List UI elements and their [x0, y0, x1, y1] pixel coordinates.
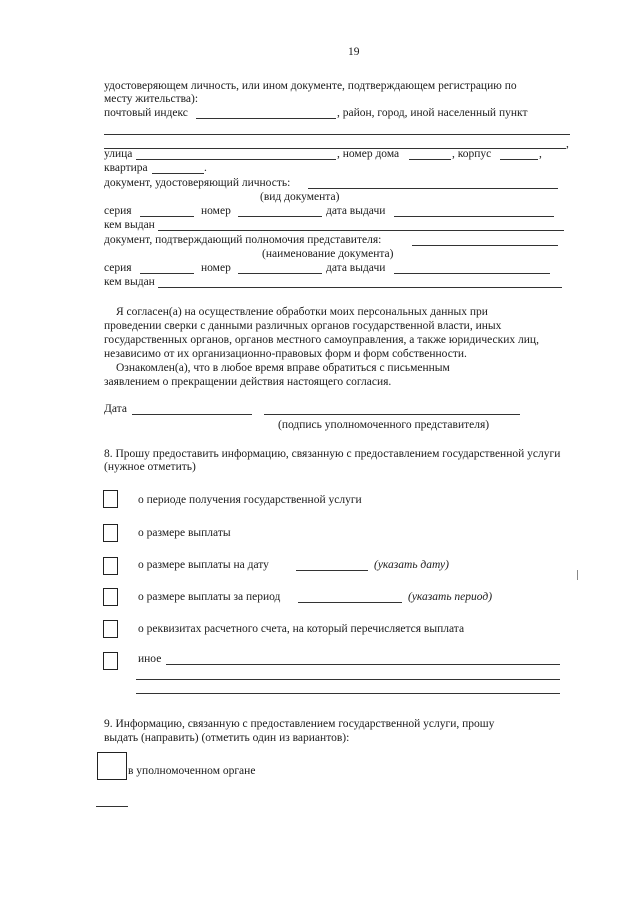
authority-doc-label: документ, подтверждающий полномочия представителя:	[104, 234, 382, 246]
apartment-label: квартира	[104, 162, 148, 174]
option-account-checkbox[interactable]	[103, 620, 118, 638]
identity-issued-by-label: кем выдан	[104, 219, 155, 231]
house-number-label: , номер дома	[337, 148, 400, 160]
authority-doc-name-field[interactable]	[412, 245, 558, 246]
house-number-field[interactable]	[409, 159, 451, 160]
other-field-line3[interactable]	[136, 693, 560, 694]
authority-number-field[interactable]	[238, 273, 322, 274]
locality-end-comma: ,	[566, 138, 569, 150]
section9-title-line2: выдать (направить) (отметить один из вариантов):	[104, 732, 350, 744]
identity-number-label: номер	[201, 205, 231, 217]
date-field[interactable]	[132, 414, 252, 415]
option-amount-period-checkbox[interactable]	[103, 588, 118, 606]
amount-period-hint: (указать период)	[408, 591, 493, 603]
option-amount-date-checkbox[interactable]	[103, 557, 118, 575]
identity-doc-type-hint: (вид документа)	[260, 191, 340, 203]
identity-series-label: серия	[104, 205, 132, 217]
apartment-end-dot: .	[204, 162, 207, 174]
option-period-label: о периоде получения государственной услуги	[138, 494, 362, 506]
identity-issue-date-label: дата выдачи	[326, 205, 386, 217]
other-field-line1[interactable]	[166, 664, 560, 665]
authority-series-label: серия	[104, 262, 132, 274]
section9-title-line1: 9. Информацию, связанную с предоставлением государственной услуги, прошу	[104, 718, 495, 730]
identity-issued-by-field[interactable]	[158, 230, 564, 231]
locality-field-line2[interactable]	[104, 148, 566, 149]
authority-issued-by-field[interactable]	[158, 287, 562, 288]
amount-period-field[interactable]	[298, 602, 402, 603]
footnote-separator	[96, 806, 128, 807]
identity-series-field[interactable]	[140, 216, 194, 217]
scan-mark	[577, 570, 578, 580]
option-account-label: о реквизитах расчетного счета, на который перечисляется выплата	[138, 623, 465, 635]
page-number: 19	[348, 46, 360, 58]
signature-field[interactable]	[264, 414, 520, 415]
consent-p1-line4: независимо от их организационно-правовых форм и форм собственности.	[104, 348, 467, 360]
option-other-checkbox[interactable]	[103, 652, 118, 670]
option-amount-date-label: о размере выплаты на дату	[138, 559, 269, 571]
signature-hint: (подпись уполномоченного представителя)	[278, 419, 490, 431]
amount-date-hint: (указать дату)	[374, 559, 449, 571]
authority-issue-date-field[interactable]	[394, 273, 550, 274]
amount-date-field[interactable]	[296, 570, 368, 571]
building-label: , корпус	[452, 148, 492, 160]
option-period-checkbox[interactable]	[103, 490, 118, 508]
identity-doc-type-field[interactable]	[308, 188, 558, 189]
street-label: улица	[104, 148, 133, 160]
building-field[interactable]	[500, 159, 538, 160]
address-intro-line2: месту жительства):	[104, 93, 199, 105]
authority-issue-date-label: дата выдачи	[326, 262, 386, 274]
option-amount-label: о размере выплаты	[138, 527, 231, 539]
authority-issued-by-label: кем выдан	[104, 276, 155, 288]
authority-doc-name-hint: (наименование документа)	[262, 248, 394, 260]
postal-code-field[interactable]	[196, 118, 336, 119]
identity-issue-date-field[interactable]	[394, 216, 554, 217]
section8-title-line1: 8. Прошу предоставить информацию, связанную с предоставлением государственной услуги	[104, 448, 561, 460]
district-label: , район, город, иной населенный пункт	[337, 107, 528, 119]
building-end-comma: ,	[539, 148, 542, 160]
other-field-line2[interactable]	[136, 679, 560, 680]
consent-p2-line2: заявлением о прекращении действия настоящего согласия.	[104, 376, 392, 388]
section8-title-line2: (нужное отметить)	[104, 461, 196, 473]
option-authority-checkbox[interactable]	[97, 752, 127, 780]
consent-p2-line1: Ознакомлен(а), что в любое время вправе обратиться с письменным	[116, 362, 450, 374]
street-field[interactable]	[136, 159, 336, 160]
consent-p1-line1: Я согласен(а) на осуществление обработки моих персональных данных при	[116, 306, 488, 318]
consent-p1-line3: государственных органов, органов местного самоуправления, а также юридических лиц,	[104, 334, 539, 346]
consent-p1-line2: проведении сверки с данными различных органов государственной власти, иных	[104, 320, 502, 332]
option-other-label: иное	[138, 653, 162, 665]
identity-doc-label: документ, удостоверяющий личность:	[104, 177, 291, 189]
authority-series-field[interactable]	[140, 273, 194, 274]
option-authority-label: в уполномоченном органе	[128, 765, 256, 777]
date-label: Дата	[104, 403, 127, 415]
locality-field-line1[interactable]	[104, 134, 570, 135]
authority-number-label: номер	[201, 262, 231, 274]
option-amount-period-label: о размере выплаты за период	[138, 591, 281, 603]
option-amount-checkbox[interactable]	[103, 524, 118, 542]
postal-code-label: почтовый индекс	[104, 107, 188, 119]
apartment-field[interactable]	[152, 173, 204, 174]
identity-number-field[interactable]	[238, 216, 322, 217]
address-intro-line1: удостоверяющем личность, или ином документе, подтверждающем регистрацию по	[104, 80, 517, 92]
